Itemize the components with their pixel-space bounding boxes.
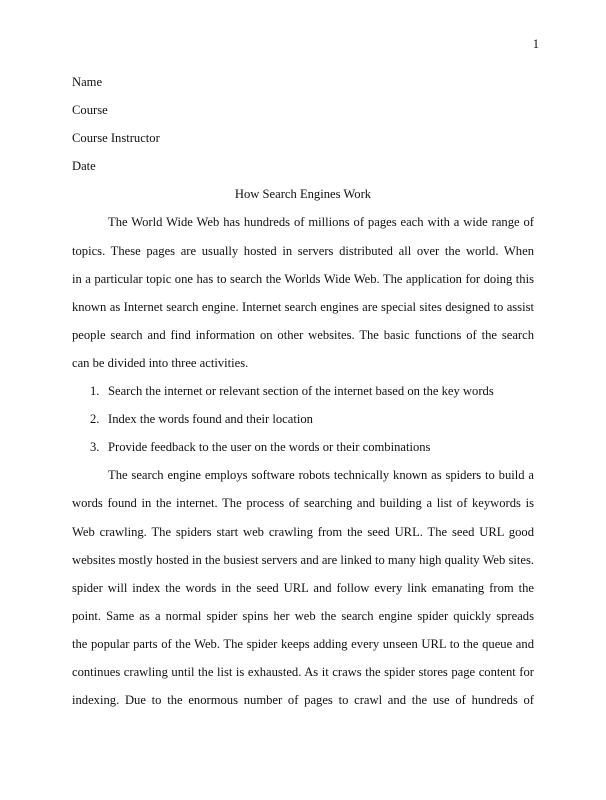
document-body <box>72 68 534 714</box>
list-item <box>72 405 534 433</box>
paragraph-line: point. Same as a normal spider spins her web the search engine spider quickly spreads <box>72 608 534 623</box>
paragraph-line: the popular parts of the Web. The spider keeps adding every unseen URL to the queue and <box>72 636 534 651</box>
list-text: Search the internet or relevant section of the internet based on the key words <box>108 384 494 399</box>
paragraph-line: continues crawling until the list is exhausted. As it craws the spider stores page content for <box>72 664 534 679</box>
header-name: Name <box>72 75 103 89</box>
paragraph-line: Web crawling. The spiders start web crawling from the seed URL. The seed URL good <box>72 524 534 539</box>
paragraph-1 <box>72 208 534 377</box>
header-date: Date <box>72 159 96 174</box>
paragraph-line: The search engine employs software robots technically known as spiders to build a <box>108 468 534 483</box>
paragraph-line: websites mostly hosted in the busiest servers and are linked to many high quality Web sites. <box>72 552 534 567</box>
list-item <box>72 433 534 461</box>
paragraph-line: in a particular topic one has to search the Worlds Wide Web. The application for doing this <box>72 271 534 286</box>
paragraph-line: words found in the internet. The process of searching and building a list of keywords is <box>72 496 534 511</box>
list-item <box>72 377 534 405</box>
paragraph-line: topics. These pages are usually hosted in servers distributed all over the world. When <box>72 243 534 258</box>
list-number: 2. <box>90 412 100 427</box>
document-title: How Search Engines Work <box>234 187 372 202</box>
paragraph-line: The World Wide Web has hundreds of millions of pages each with a wide range of <box>108 215 534 230</box>
paragraph-line: can be divided into three activities. <box>72 355 249 370</box>
header-instructor: Course Instructor <box>72 131 160 146</box>
paragraph-line: known as Internet search engine. Internet search engines are special sites designed to assist <box>72 299 534 314</box>
list-text: Provide feedback to the user on the words or their combinations <box>108 440 431 455</box>
list-number: 1. <box>90 384 100 399</box>
numbered-list <box>72 377 534 461</box>
header-course: Course <box>72 103 108 118</box>
paragraph-2 <box>72 461 534 714</box>
paragraph-line: spider will index the words in the seed URL and follow every link emanating from the <box>72 580 534 595</box>
list-number: 3. <box>90 440 100 455</box>
paragraph-line: indexing. Due to the enormous number of pages to crawl and the use of hundreds of <box>72 693 534 708</box>
page-number: 1 <box>532 37 539 51</box>
list-text: Index the words found and their location <box>108 412 313 427</box>
paragraph-line: people search and find information on other websites. The basic functions of the search <box>72 327 534 342</box>
